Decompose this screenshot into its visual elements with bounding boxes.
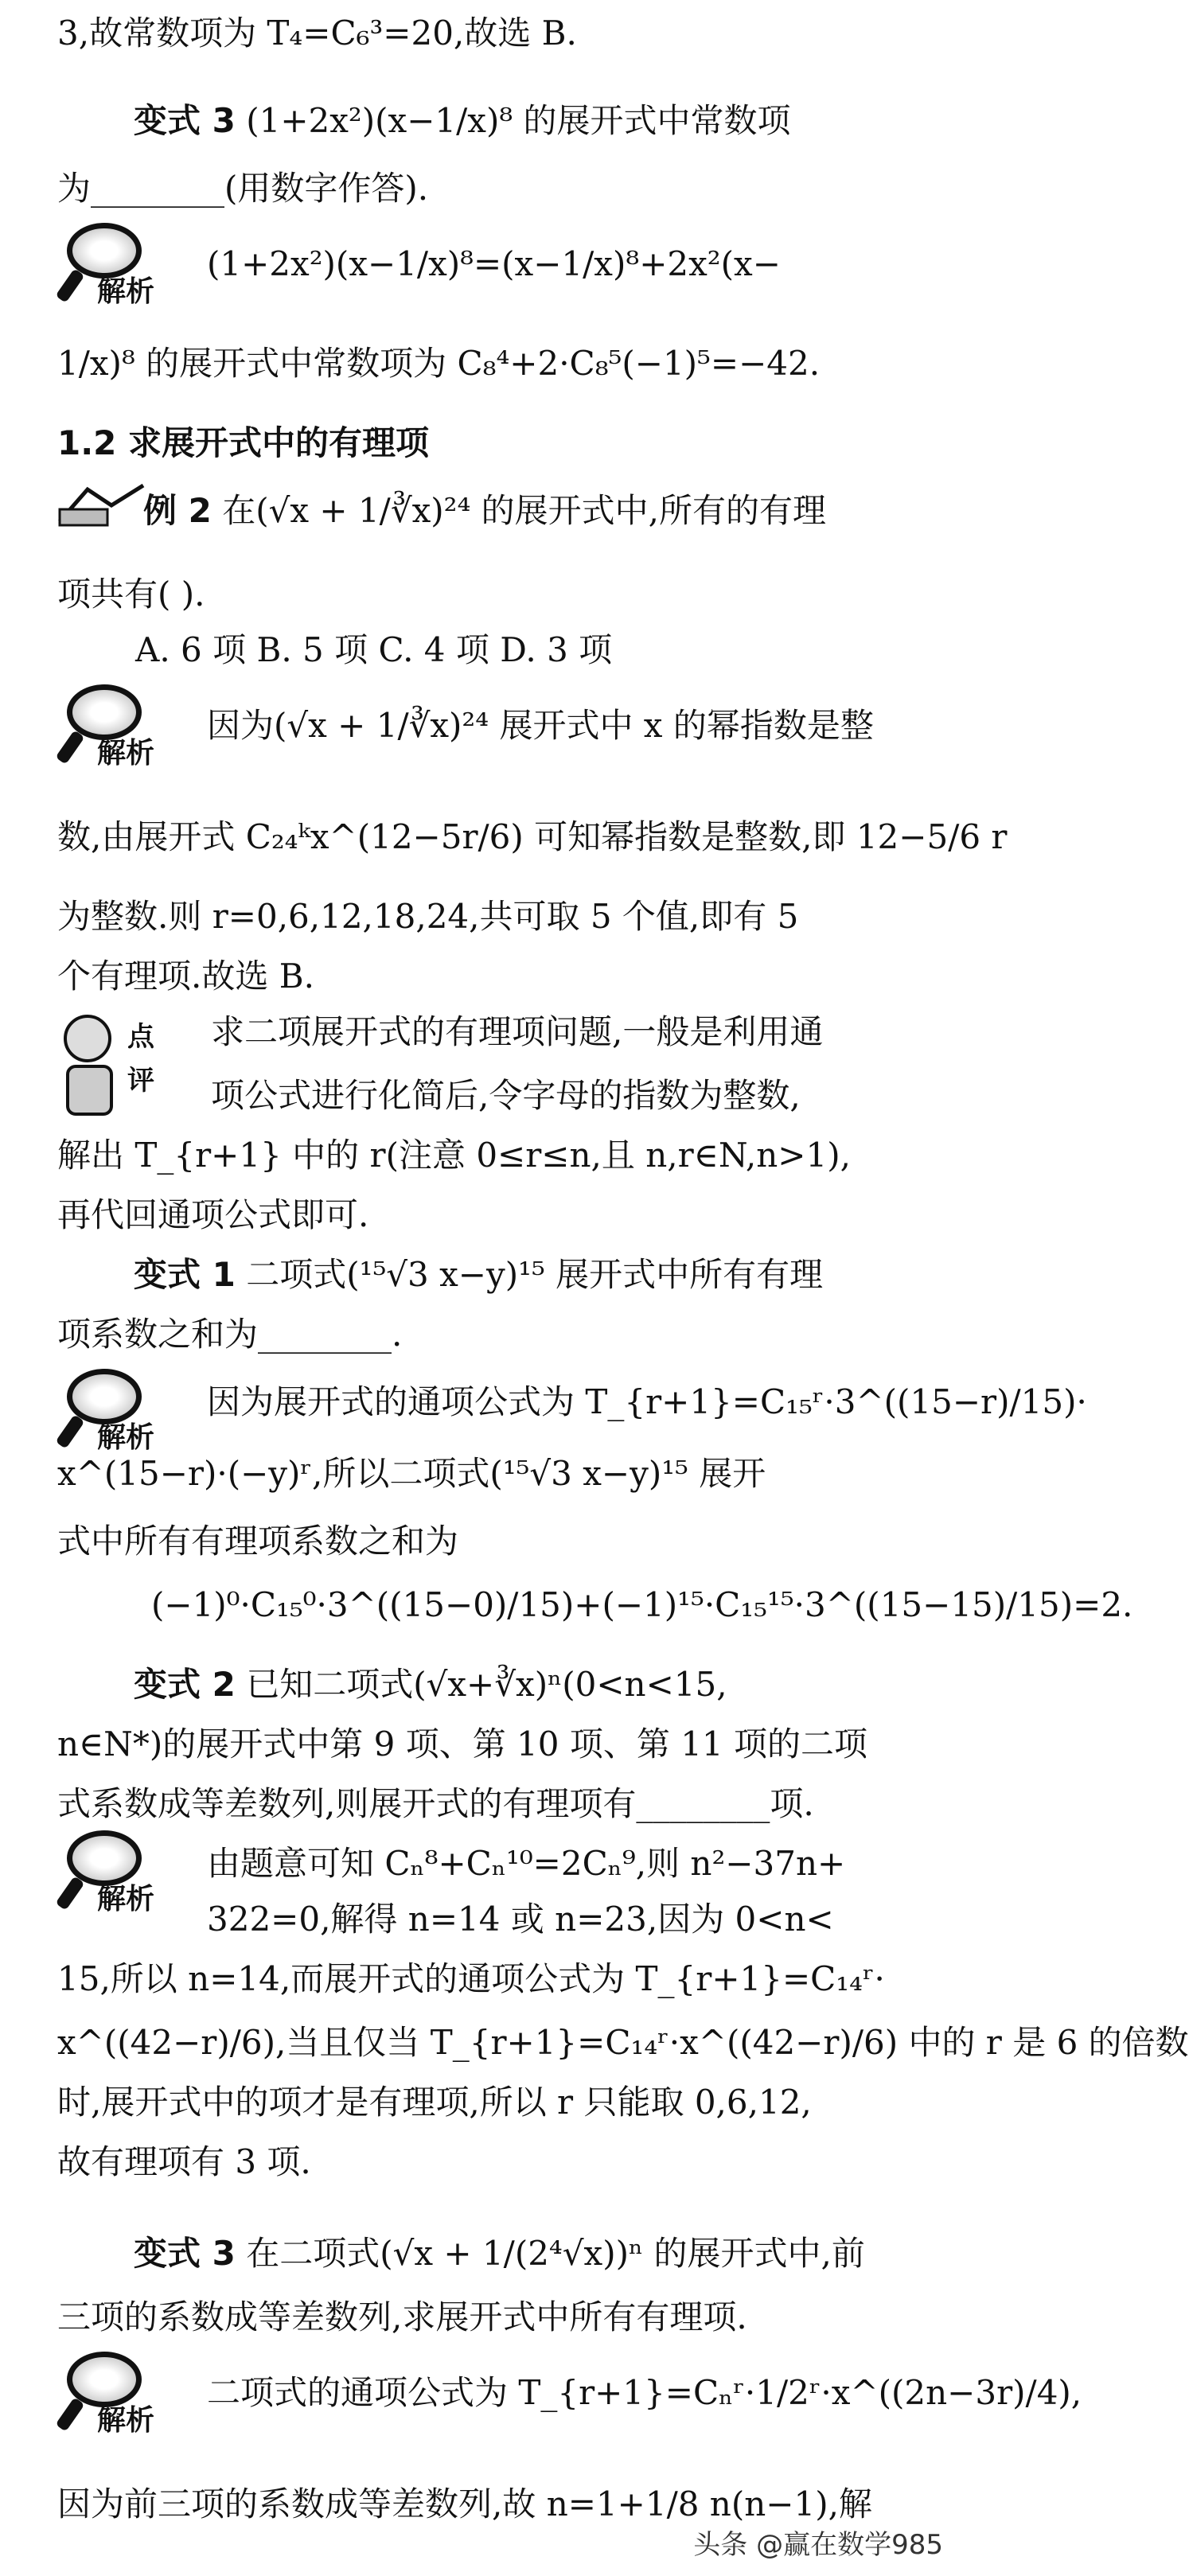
problem-text: (1+2x²)(x−1/x)⁸ 的展开式中常数项 [246,101,791,140]
text-line: 项公式进行化简后,令字母的指数为整数, [211,1076,801,1115]
problem-line [57,1659,934,1709]
text-line: 1/x)⁸ 的展开式中常数项为 C₈⁴+2·C₈⁵(−1)⁵=−42. [57,344,821,383]
analysis-badge-label: 解析 [97,275,155,308]
text-line: 式中所有有理项系数之和为 [57,1522,459,1561]
analysis-badge-icon [56,1369,175,1456]
problem-line [57,95,934,146]
text-line: 三项的系数成等差数列,求展开式中所有有理项. [57,2297,747,2336]
text-line: (1+2x²)(x−1/x)⁸=(x−1/x)⁸+2x²(x− [207,244,781,283]
analysis-badge-icon [56,1830,175,1918]
formula-line: (−1)⁰·C₁₅⁰·3^((15−0)/15)+(−1)¹⁵·C₁₅¹⁵·3^((15−15)/15)=2. [151,1585,1133,1624]
text-line: 因为展开式的通项公式为 T_{r+1}=C₁₅ʳ·3^((15−r)/15)· [207,1382,1087,1421]
analysis-badge-label: 解析 [97,737,155,770]
text-line: 故有理项有 3 项. [57,2142,311,2181]
analysis-badge-icon [56,223,175,310]
analysis-badge-label: 解析 [97,1883,155,1915]
variant-label: 变式 2 [134,1665,236,1704]
analysis-badge-icon [56,684,175,772]
problem-line [57,2228,934,2278]
text-line: n∈N*)的展开式中第 9 项、第 10 项、第 11 项的二项 [57,1724,867,1763]
example-icon [56,481,151,529]
text-line: 项系数之和为________. [57,1315,403,1354]
analysis-badge-icon [56,2352,175,2439]
text-line: 3,故常数项为 T₄=C₆³=20,故选 B. [57,14,577,53]
text-line: 时,展开式中的项才是有理项,所以 r 只能取 0,6,12, [57,2083,812,2122]
text-line: x^(15−r)·(−y)ʳ,所以二项式(¹⁵√3 x−y)¹⁵ 展开 [57,1454,766,1493]
variant-label: 变式 1 [134,1255,236,1294]
text-line: 项共有( ). [57,575,205,614]
watermark-footer: 头条 @赢在数学985 [693,2529,943,2561]
text-line: 式系数成等差数列,则展开式的有理项有________项. [57,1784,814,1823]
analysis-badge-label: 解析 [97,1421,155,1454]
text-line: 数,由展开式 C₂₄ᵏx^(12−5r/6) 可知幂指数是整数,即 12−5/6 r [57,817,1008,856]
text-line: x^((42−r)/6),当且仅当 T_{r+1}=C₁₄ʳ·x^((42−r)/6) 中的 r 是 6 的倍数 [57,2023,1189,2062]
text-line: 15,所以 n=14,而展开式的通项公式为 T_{r+1}=C₁₄ʳ· [57,1959,885,1998]
problem-text: 已知二项式(√x+∛x)ⁿ(0<n<15, [246,1665,727,1704]
problem-line [143,485,934,536]
text-line: 由题意可知 Cₙ⁸+Cₙ¹⁰=2Cₙ⁹,则 n²−37n+ [207,1844,846,1883]
choices-line: A. 6 项 B. 5 项 C. 4 项 D. 3 项 [135,630,613,669]
section-heading: 1.2 求展开式中的有理项 [57,423,430,462]
text-line: 求二项展开式的有理项问题,一般是利用通 [211,1012,824,1051]
problem-text: 在(√x + 1/∛x)²⁴ 的展开式中,所有的有理 [222,491,827,530]
variant-label: 变式 3 [134,101,236,140]
text-line: 因为(√x + 1/∛x)²⁴ 展开式中 x 的幂指数是整 [207,706,874,745]
problem-line [57,1249,934,1300]
analysis-badge-label: 解析 [97,2404,155,2437]
text-line: 为________(用数字作答). [57,169,429,208]
text-line: 再代回通项公式即可. [57,1195,369,1234]
text-line: 二项式的通项公式为 T_{r+1}=Cₙʳ·1/2ʳ·x^((2n−3r)/4), [207,2373,1082,2412]
problem-text: 在二项式(√x + 1/(2⁴√x))ⁿ 的展开式中,前 [246,2234,865,2273]
text-line: 因为前三项的系数成等差数列,故 n=1+1/8 n(n−1),解 [57,2484,872,2523]
comment-label-1: 点 [127,1021,154,1053]
text-line: 解出 T_{r+1} 中的 r(注意 0≤r≤n,且 n,r∈N,n>1), [57,1136,851,1175]
comment-icon [56,1007,154,1126]
example-label: 例 2 [143,491,212,530]
variant-label: 变式 3 [134,2234,236,2273]
problem-text: 二项式(¹⁵√3 x−y)¹⁵ 展开式中所有有理 [246,1255,824,1294]
text-line: 个有理项.故选 B. [57,957,314,996]
text-line: 为整数.则 r=0,6,12,18,24,共可取 5 个值,即有 5 [57,897,799,936]
text-line: 322=0,解得 n=14 或 n=23,因为 0<n< [207,1900,834,1939]
comment-label-2: 评 [127,1065,154,1097]
